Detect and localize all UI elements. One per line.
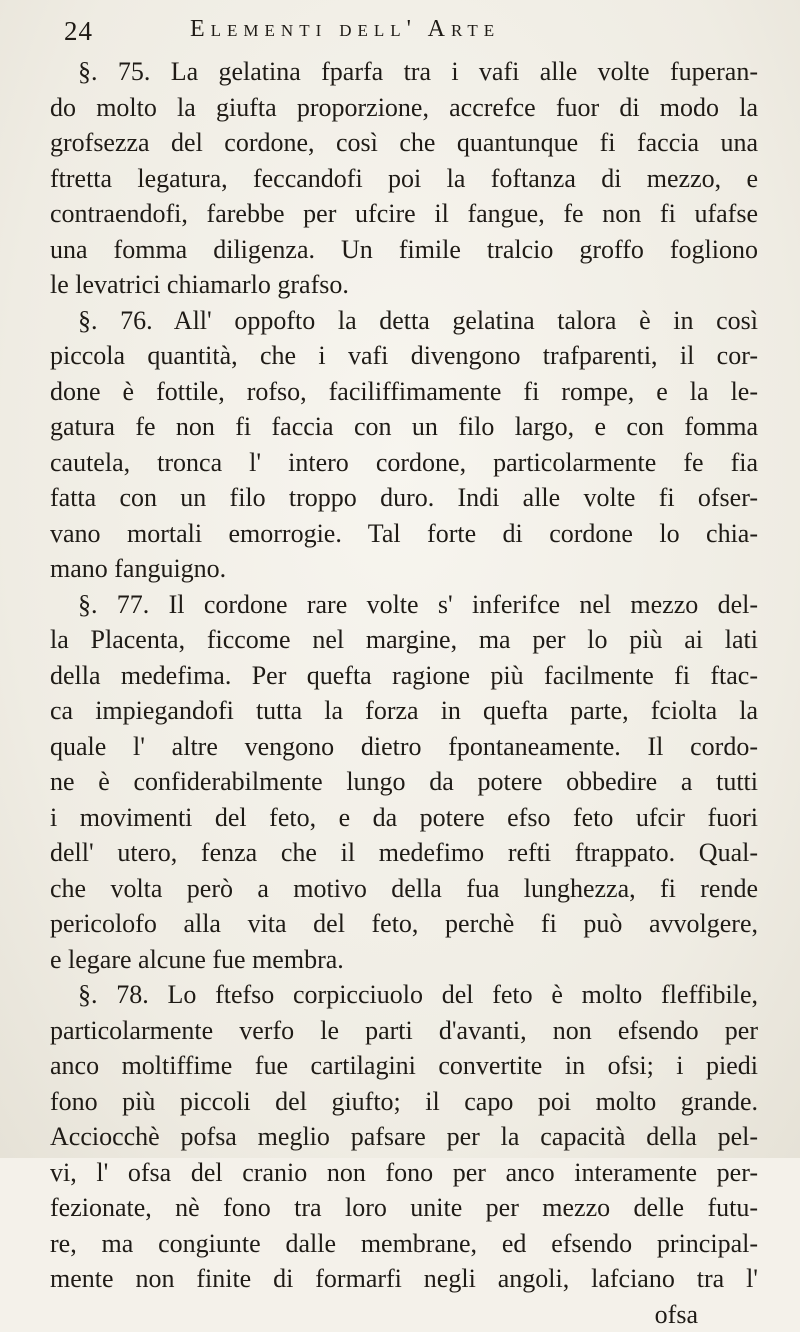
text-line: particolarmente verfo le parti d'avanti, non efsendo per [50, 1013, 758, 1049]
text-line: §. 75. La gelatina fparfa tra i vafi alle volte fuperan- [50, 54, 758, 90]
text-line: fezionate, nè fono tra loro unite per mezzo delle futu- [50, 1190, 758, 1226]
body-text [50, 54, 758, 1332]
text-line: della medefima. Per quefta ragione più facilmente fi ftac- [50, 658, 758, 694]
text-line: §. 76. All' oppofto la detta gelatina talora è in così [50, 303, 758, 339]
text-line: mente non finite di formarfi negli angoli, lafciano tra l' [50, 1261, 758, 1297]
text-line: fatta con un filo troppo duro. Indi alle volte fi ofser- [50, 480, 758, 516]
text-line: che volta però a motivo della fua lunghezza, fi rende [50, 871, 758, 907]
text-line: piccola quantità, che i vafi divengono trafparenti, il cor- [50, 338, 758, 374]
page-header [64, 10, 760, 50]
text-line: ca impiegandofi tutta la forza in quefta parte, fciolta la [50, 693, 758, 729]
text-line: §. 77. Il cordone rare volte s' inferifce nel mezzo del- [50, 587, 758, 623]
text-line: una fomma diligenza. Un fimile tralcio groffo fogliono [50, 232, 758, 268]
text-line: anco moltiffime fue cartilagini convertite in ofsi; i piedi [50, 1048, 758, 1084]
text-line: i movimenti del feto, e da potere efso feto ufcir fuori [50, 800, 758, 836]
catchword: ofsa [50, 1297, 758, 1332]
text-line: ne è confiderabilmente lungo da potere obbedire a tutti [50, 764, 758, 800]
text-line: §. 78. Lo ftefso corpicciuolo del feto è molto fleffibile, [50, 977, 758, 1013]
text-line: mano fanguigno. [50, 551, 758, 587]
text-line: Acciocchè pofsa meglio pafsare per la capacità della pel- [50, 1119, 758, 1155]
text-line: grofsezza del cordone, così che quantunque fi faccia una [50, 125, 758, 161]
text-line: fono più piccoli del giufto; il capo poi molto grande. [50, 1084, 758, 1120]
text-line: la Placenta, ficcome nel margine, ma per lo più ai lati [50, 622, 758, 658]
text-line: dell' utero, fenza che il medefimo refti ftrappato. Qual- [50, 835, 758, 871]
text-line: do molto la giufta proporzione, accrefce fuor di modo la [50, 90, 758, 126]
text-line: done è fottile, rofso, faciliffimamente fi rompe, e la le- [50, 374, 758, 410]
text-line: e legare alcune fue membra. [50, 942, 758, 978]
text-line: gatura fe non fi faccia con un filo largo, e con fomma [50, 409, 758, 445]
text-line: contraendofi, farebbe per ufcire il fangue, fe non fi ufafse [50, 196, 758, 232]
text-line: ftretta legatura, feccandofi poi la foftanza di mezzo, e [50, 161, 758, 197]
text-line: pericolofo alla vita del feto, perchè fi può avvolgere, [50, 906, 758, 942]
text-line: quale l' altre vengono dietro fpontaneamente. Il cordo- [50, 729, 758, 765]
page-number: 24 [64, 16, 93, 47]
text-line: cautela, tronca l' intero cordone, particolarmente fe fia [50, 445, 758, 481]
running-head: Elementi dell' Arte [190, 16, 500, 43]
text-line: re, ma congiunte dalle membrane, ed efsendo principal- [50, 1226, 758, 1262]
text-line: vano mortali emorrogie. Tal forte di cordone lo chia- [50, 516, 758, 552]
text-line: le levatrici chiamarlo grafso. [50, 267, 758, 303]
text-line: vi, l' ofsa del cranio non fono per anco interamente per- [50, 1155, 758, 1191]
